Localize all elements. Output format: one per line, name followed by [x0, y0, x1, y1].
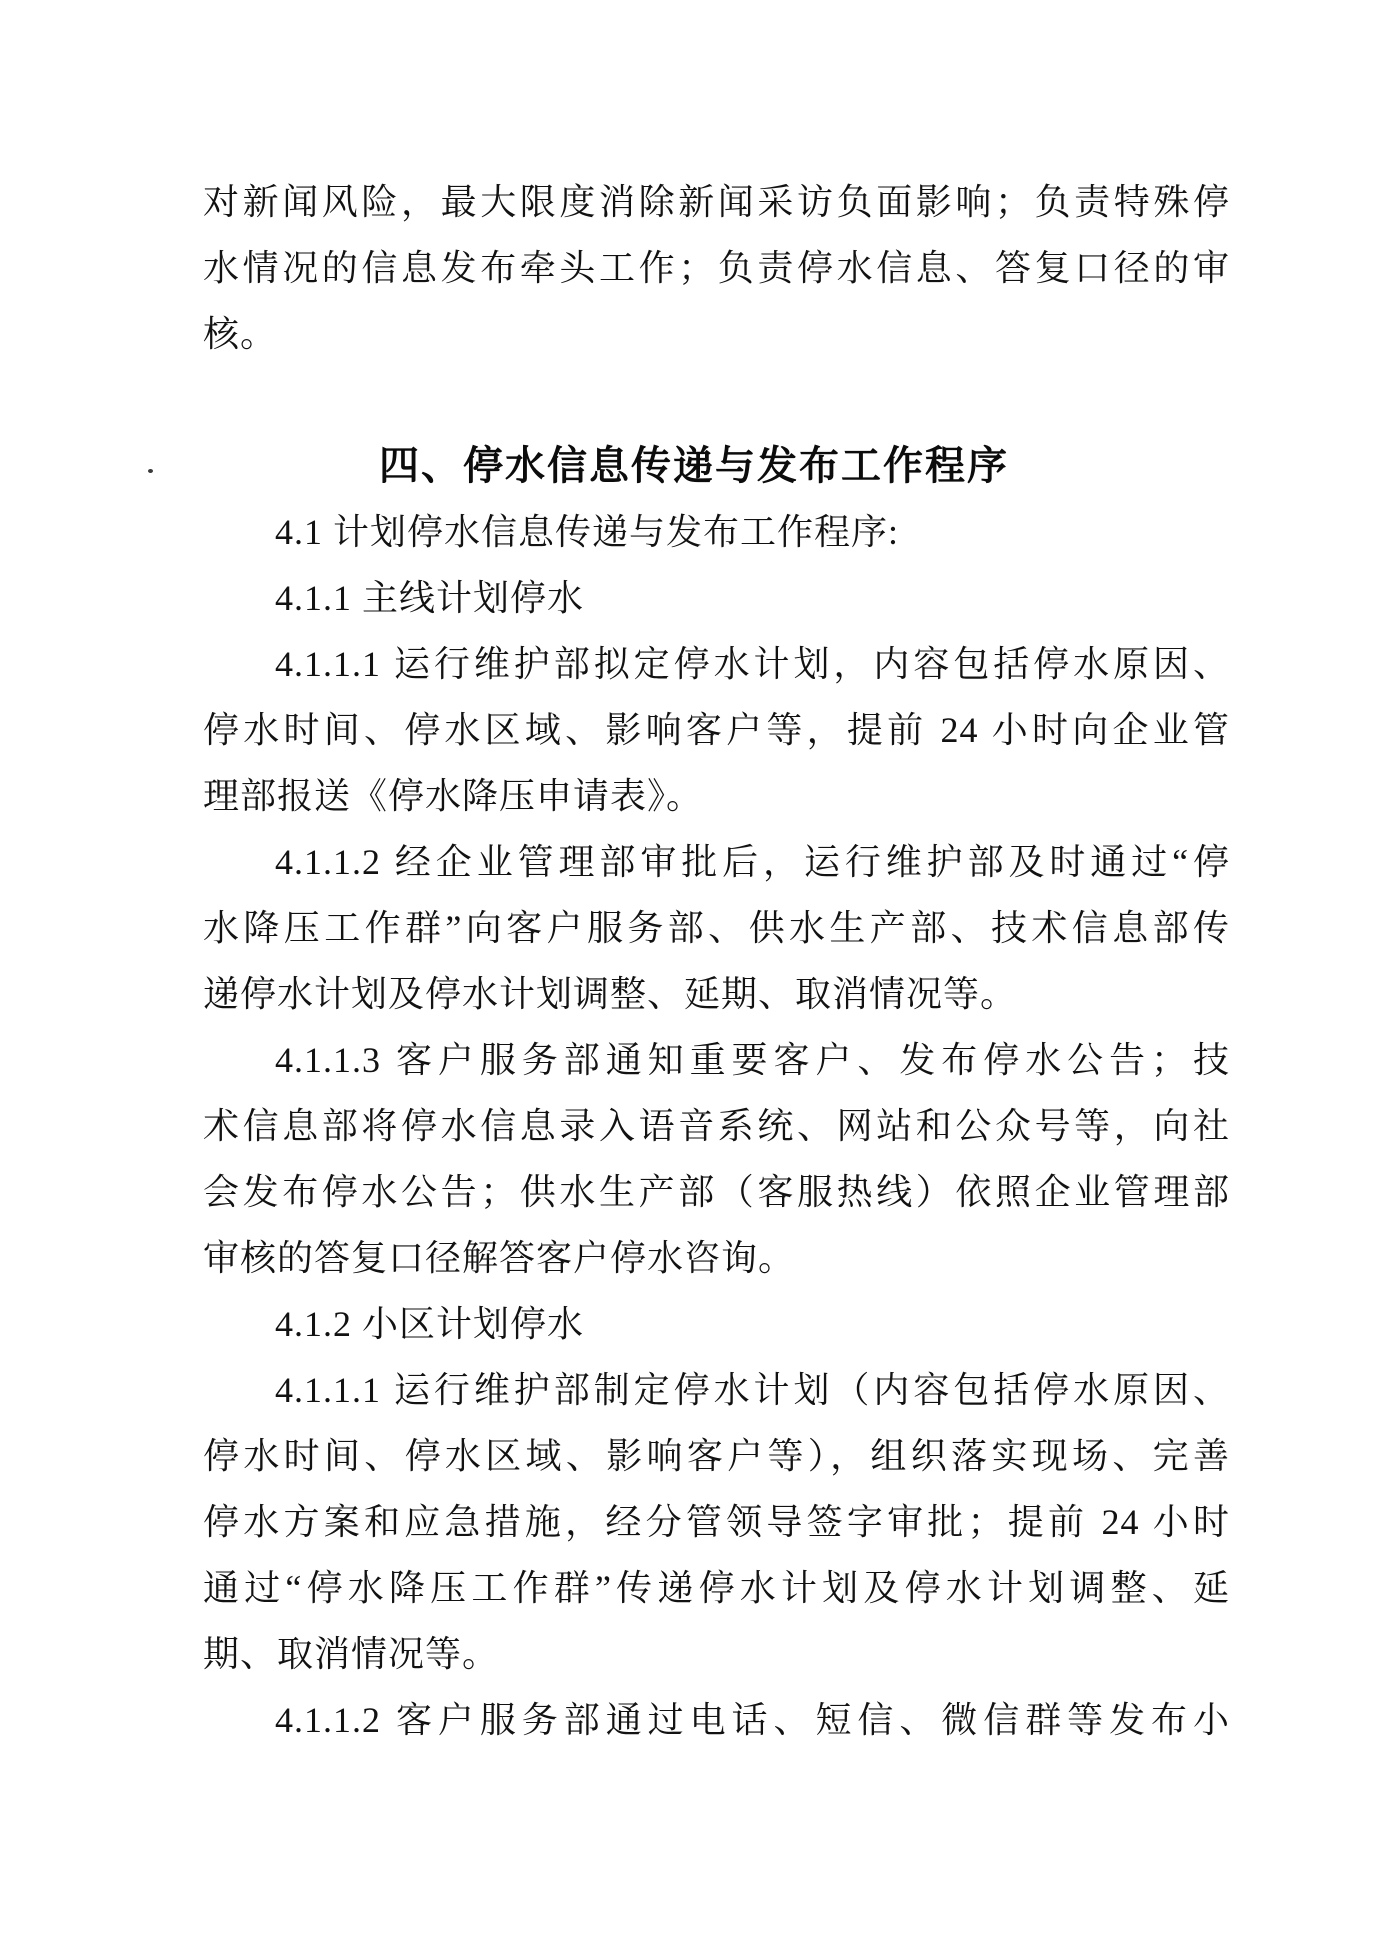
- text-line: 4.1.1.2 客户服务部通过电话、短信、微信群等发布小: [275, 1700, 1230, 1740]
- text-line: 4.1.1.1 运行维护部拟定停水计划，内容包括停水原因、: [275, 644, 1230, 684]
- text-line: 审核的答复口径解答客户停水咨询。: [203, 1238, 796, 1278]
- text-line: 4.1.1.1 运行维护部制定停水计划（内容包括停水原因、: [275, 1370, 1230, 1410]
- text-line: 核。: [203, 314, 278, 354]
- text-line: 理部报送《停水降压申请表》。: [203, 776, 704, 816]
- text-line: 会发布停水公告；供水生产部（客服热线）依照企业管理部: [203, 1172, 1230, 1212]
- text-line: 通过“停水降压工作群”传递停水计划及停水计划调整、延: [203, 1568, 1230, 1608]
- text-line: 4.1 计划停水信息传递与发布工作程序:: [275, 512, 900, 552]
- text-line: 停水时间、停水区域、影响客户等，提前 24 小时向企业管: [203, 710, 1230, 750]
- text-line: 期、取消情况等。: [203, 1634, 500, 1674]
- text-line: 停水时间、停水区域、影响客户等），组织落实现场、完善: [203, 1436, 1230, 1476]
- section-heading: 四、停水信息传递与发布工作程序: [379, 444, 1009, 488]
- text-line: 停水方案和应急措施，经分管领导签字审批；提前 24 小时: [203, 1502, 1230, 1542]
- text-line: 递停水计划及停水计划调整、延期、取消情况等。: [203, 974, 1018, 1014]
- text-line: 术信息部将停水信息录入语音系统、网站和公众号等，向社: [203, 1106, 1230, 1146]
- text-line: 水情况的信息发布牵头工作；负责停水信息、答复口径的审: [203, 248, 1230, 288]
- text-line: 4.1.1.2 经企业管理部审批后，运行维护部及时通过“停: [275, 842, 1230, 882]
- text-line: 4.1.2 小区计划停水: [275, 1304, 585, 1344]
- text-line: 对新闻风险，最大限度消除新闻采访负面影响；负责特殊停: [203, 182, 1230, 222]
- text-line: 4.1.1.3 客户服务部通知重要客户、发布停水公告；技: [275, 1040, 1230, 1080]
- text-line: 4.1.1 主线计划停水: [275, 578, 585, 618]
- text-line: 水降压工作群”向客户服务部、供水生产部、技术信息部传: [203, 908, 1230, 948]
